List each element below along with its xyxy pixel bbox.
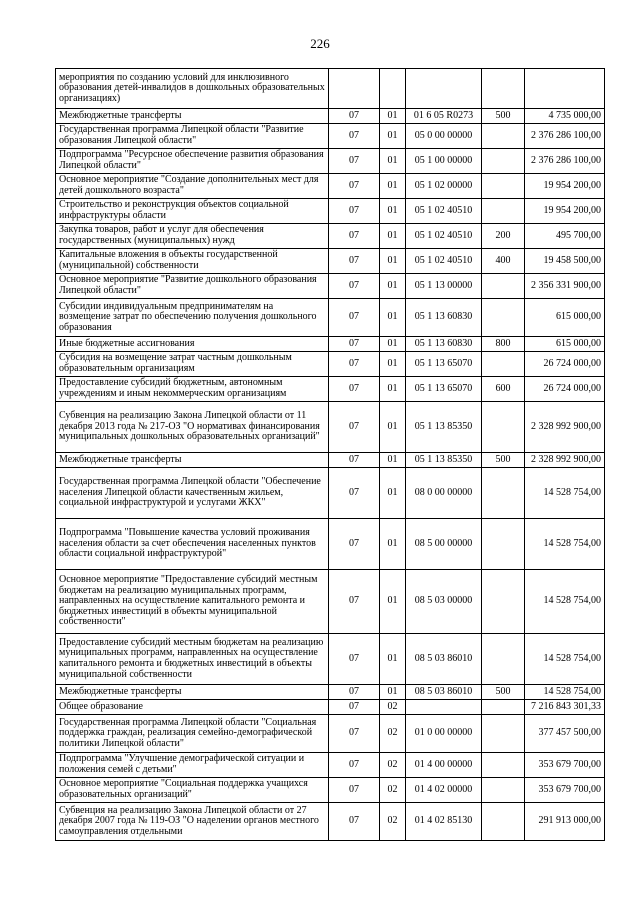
budget-table xyxy=(55,68,605,841)
expense-type-cell: 500 xyxy=(482,453,525,468)
table-row xyxy=(56,149,605,174)
table-row xyxy=(56,249,605,274)
amount-cell: 14 528 754,00 xyxy=(525,685,605,700)
expense-type-cell xyxy=(482,124,525,149)
expense-type-cell: 600 xyxy=(482,377,525,402)
subsection-code-cell: 02 xyxy=(380,803,406,841)
section-code-cell: 07 xyxy=(329,224,380,249)
row-name-cell: Субвенция на реализацию Закона Липецкой области от 11 декабря 2013 года № 217-ОЗ "О нормативах финансирования муниципальных дошкольных образовательных организаций" xyxy=(56,402,329,453)
section-code-cell: 07 xyxy=(329,199,380,224)
subsection-code-cell: 01 xyxy=(380,249,406,274)
amount-cell: 2 328 992 900,00 xyxy=(525,453,605,468)
amount-cell xyxy=(525,69,605,109)
subsection-code-cell: 01 xyxy=(380,109,406,124)
section-code-cell: 07 xyxy=(329,274,380,299)
amount-cell: 353 679 700,00 xyxy=(525,753,605,778)
subsection-code-cell: 01 xyxy=(380,634,406,685)
table-row xyxy=(56,519,605,570)
subsection-code-cell: 02 xyxy=(380,778,406,803)
expense-type-cell xyxy=(482,803,525,841)
row-name-cell: Межбюджетные трансферты xyxy=(56,453,329,468)
subsection-code-cell: 02 xyxy=(380,753,406,778)
amount-cell: 19 954 200,00 xyxy=(525,199,605,224)
amount-cell: 14 528 754,00 xyxy=(525,519,605,570)
row-name-cell: Государственная программа Липецкой области "Обеспечение населения Липецкой области качественным жильем, социальной инфраструктурой и услугами ЖКХ" xyxy=(56,468,329,519)
subsection-code-cell xyxy=(380,69,406,109)
table-row xyxy=(56,753,605,778)
row-name-cell: Общее образование xyxy=(56,700,329,715)
target-article-cell: 05 1 00 00000 xyxy=(406,149,482,174)
target-article-cell xyxy=(406,700,482,715)
target-article-cell: 01 0 00 00000 xyxy=(406,715,482,753)
subsection-code-cell: 01 xyxy=(380,274,406,299)
amount-cell: 2 376 286 100,00 xyxy=(525,124,605,149)
section-code-cell: 07 xyxy=(329,570,380,634)
target-article-cell: 08 5 03 00000 xyxy=(406,570,482,634)
target-article-cell: 05 1 02 00000 xyxy=(406,174,482,199)
target-article-cell: 01 4 00 00000 xyxy=(406,753,482,778)
target-article-cell: 05 1 13 60830 xyxy=(406,337,482,352)
table-row xyxy=(56,778,605,803)
table-row xyxy=(56,685,605,700)
row-name-cell: Субсидии индивидуальным предпринимателям на возмещение затрат по обеспечению получения дошкольного образования xyxy=(56,299,329,337)
subsection-code-cell: 01 xyxy=(380,468,406,519)
target-article-cell: 05 1 02 40510 xyxy=(406,249,482,274)
expense-type-cell: 500 xyxy=(482,109,525,124)
expense-type-cell: 500 xyxy=(482,685,525,700)
subsection-code-cell: 01 xyxy=(380,402,406,453)
expense-type-cell xyxy=(482,149,525,174)
row-name-cell: Предоставление субсидий местным бюджетам на реализацию муниципальных программ, направленных на осуществление капитального ремонта и бюджетных инвестиций в объекты муниципальной собственности xyxy=(56,634,329,685)
table-row xyxy=(56,124,605,149)
expense-type-cell xyxy=(482,468,525,519)
table-row xyxy=(56,402,605,453)
section-code-cell: 07 xyxy=(329,337,380,352)
row-name-cell: мероприятия по созданию условий для инклюзивного образования детей-инвалидов в дошкольных образовательных организациях) xyxy=(56,69,329,109)
amount-cell: 2 356 331 900,00 xyxy=(525,274,605,299)
subsection-code-cell: 01 xyxy=(380,224,406,249)
subsection-code-cell: 01 xyxy=(380,352,406,377)
section-code-cell: 07 xyxy=(329,453,380,468)
section-code-cell: 07 xyxy=(329,685,380,700)
subsection-code-cell: 01 xyxy=(380,149,406,174)
row-name-cell: Подпрограмма "Ресурсное обеспечение развития образования Липецкой области" xyxy=(56,149,329,174)
row-name-cell: Закупка товаров, работ и услуг для обеспечения государственных (муниципальных) нужд xyxy=(56,224,329,249)
amount-cell: 615 000,00 xyxy=(525,299,605,337)
amount-cell: 7 216 843 301,33 xyxy=(525,700,605,715)
subsection-code-cell: 01 xyxy=(380,299,406,337)
amount-cell: 19 458 500,00 xyxy=(525,249,605,274)
amount-cell: 291 913 000,00 xyxy=(525,803,605,841)
section-code-cell: 07 xyxy=(329,124,380,149)
table-row xyxy=(56,715,605,753)
target-article-cell: 01 4 02 85130 xyxy=(406,803,482,841)
amount-cell: 2 328 992 900,00 xyxy=(525,402,605,453)
table-row xyxy=(56,274,605,299)
table-row xyxy=(56,634,605,685)
row-name-cell: Предоставление субсидий бюджетным, автономным учреждениям и иным некоммерческим организациям xyxy=(56,377,329,402)
expense-type-cell xyxy=(482,778,525,803)
table-row xyxy=(56,570,605,634)
page-number: 226 xyxy=(310,36,330,51)
target-article-cell: 05 1 02 40510 xyxy=(406,224,482,249)
section-code-cell: 07 xyxy=(329,468,380,519)
section-code-cell: 07 xyxy=(329,803,380,841)
row-name-cell: Субвенция на реализацию Закона Липецкой области от 27 декабря 2007 года № 119-ОЗ "О наделении органов местного самоуправления отдельными xyxy=(56,803,329,841)
expense-type-cell xyxy=(482,715,525,753)
section-code-cell: 07 xyxy=(329,700,380,715)
amount-cell: 26 724 000,00 xyxy=(525,377,605,402)
row-name-cell: Основное мероприятие "Социальная поддержка учащихся образовательных организаций" xyxy=(56,778,329,803)
subsection-code-cell: 01 xyxy=(380,685,406,700)
section-code-cell: 07 xyxy=(329,174,380,199)
expense-type-cell xyxy=(482,570,525,634)
table-row xyxy=(56,109,605,124)
table-row xyxy=(56,69,605,109)
expense-type-cell xyxy=(482,174,525,199)
expense-type-cell xyxy=(482,700,525,715)
section-code-cell: 07 xyxy=(329,519,380,570)
subsection-code-cell: 02 xyxy=(380,715,406,753)
amount-cell: 4 735 000,00 xyxy=(525,109,605,124)
amount-cell: 2 376 286 100,00 xyxy=(525,149,605,174)
table-row xyxy=(56,337,605,352)
row-name-cell: Межбюджетные трансферты xyxy=(56,685,329,700)
row-name-cell: Межбюджетные трансферты xyxy=(56,109,329,124)
table-row xyxy=(56,199,605,224)
subsection-code-cell: 01 xyxy=(380,377,406,402)
target-article-cell: 05 1 13 85350 xyxy=(406,402,482,453)
section-code-cell: 07 xyxy=(329,753,380,778)
budget-table-body xyxy=(56,69,605,841)
expense-type-cell xyxy=(482,274,525,299)
table-row xyxy=(56,174,605,199)
expense-type-cell xyxy=(482,352,525,377)
amount-cell: 14 528 754,00 xyxy=(525,468,605,519)
section-code-cell: 07 xyxy=(329,109,380,124)
row-name-cell: Субсидия на возмещение затрат частным дошкольным образовательным организациям xyxy=(56,352,329,377)
row-name-cell: Капитальные вложения в объекты государственной (муниципальной) собственности xyxy=(56,249,329,274)
subsection-code-cell: 01 xyxy=(380,124,406,149)
amount-cell: 26 724 000,00 xyxy=(525,352,605,377)
expense-type-cell: 400 xyxy=(482,249,525,274)
subsection-code-cell: 01 xyxy=(380,570,406,634)
section-code-cell: 07 xyxy=(329,715,380,753)
expense-type-cell xyxy=(482,199,525,224)
target-article-cell: 05 1 13 65070 xyxy=(406,352,482,377)
amount-cell: 14 528 754,00 xyxy=(525,570,605,634)
table-row xyxy=(56,803,605,841)
target-article-cell: 08 5 03 86010 xyxy=(406,634,482,685)
expense-type-cell xyxy=(482,753,525,778)
subsection-code-cell: 01 xyxy=(380,519,406,570)
subsection-code-cell: 02 xyxy=(380,700,406,715)
target-article-cell xyxy=(406,69,482,109)
target-article-cell: 05 1 13 85350 xyxy=(406,453,482,468)
section-code-cell: 07 xyxy=(329,299,380,337)
row-name-cell: Основное мероприятие "Создание дополнительных мест для детей дошкольного возраста" xyxy=(56,174,329,199)
target-article-cell: 05 1 13 00000 xyxy=(406,274,482,299)
target-article-cell: 01 6 05 R0273 xyxy=(406,109,482,124)
row-name-cell: Подпрограмма "Улучшение демографической ситуации и положения семей с детьми" xyxy=(56,753,329,778)
target-article-cell: 05 1 13 65070 xyxy=(406,377,482,402)
expense-type-cell: 200 xyxy=(482,224,525,249)
table-row xyxy=(56,468,605,519)
section-code-cell: 07 xyxy=(329,402,380,453)
target-article-cell: 08 5 03 86010 xyxy=(406,685,482,700)
row-name-cell: Основное мероприятие "Развитие дошкольного образования Липецкой области" xyxy=(56,274,329,299)
section-code-cell: 07 xyxy=(329,634,380,685)
amount-cell: 353 679 700,00 xyxy=(525,778,605,803)
row-name-cell: Строительство и реконструкция объектов социальной инфраструктуры области xyxy=(56,199,329,224)
target-article-cell: 01 4 02 00000 xyxy=(406,778,482,803)
row-name-cell: Подпрограмма "Повышение качества условий проживания населения области за счет обеспечения населенных пунктов области социальной инфраструктурой" xyxy=(56,519,329,570)
section-code-cell: 07 xyxy=(329,149,380,174)
amount-cell: 19 954 200,00 xyxy=(525,174,605,199)
subsection-code-cell: 01 xyxy=(380,174,406,199)
amount-cell: 495 700,00 xyxy=(525,224,605,249)
section-code-cell: 07 xyxy=(329,778,380,803)
expense-type-cell xyxy=(482,299,525,337)
row-name-cell: Государственная программа Липецкой области "Социальная поддержка граждан, реализация семейно-демографической политики Липецкой области" xyxy=(56,715,329,753)
section-code-cell: 07 xyxy=(329,377,380,402)
table-row xyxy=(56,700,605,715)
target-article-cell: 05 1 02 40510 xyxy=(406,199,482,224)
target-article-cell: 08 5 00 00000 xyxy=(406,519,482,570)
expense-type-cell xyxy=(482,69,525,109)
section-code-cell xyxy=(329,69,380,109)
expense-type-cell xyxy=(482,519,525,570)
subsection-code-cell: 01 xyxy=(380,453,406,468)
expense-type-cell xyxy=(482,402,525,453)
table-row xyxy=(56,352,605,377)
table-row xyxy=(56,299,605,337)
amount-cell: 377 457 500,00 xyxy=(525,715,605,753)
table-row xyxy=(56,377,605,402)
row-name-cell: Государственная программа Липецкой области "Развитие образования Липецкой области" xyxy=(56,124,329,149)
section-code-cell: 07 xyxy=(329,249,380,274)
subsection-code-cell: 01 xyxy=(380,199,406,224)
row-name-cell: Иные бюджетные ассигнования xyxy=(56,337,329,352)
expense-type-cell xyxy=(482,634,525,685)
section-code-cell: 07 xyxy=(329,352,380,377)
amount-cell: 14 528 754,00 xyxy=(525,634,605,685)
expense-type-cell: 800 xyxy=(482,337,525,352)
amount-cell: 615 000,00 xyxy=(525,337,605,352)
target-article-cell: 05 1 13 60830 xyxy=(406,299,482,337)
table-row xyxy=(56,224,605,249)
row-name-cell: Основное мероприятие "Предоставление субсидий местным бюджетам на реализацию муниципальных программ, направленных на осуществление капитального ремонта и бюджетных инвестиций в объекты муниципальной собственности" xyxy=(56,570,329,634)
subsection-code-cell: 01 xyxy=(380,337,406,352)
target-article-cell: 08 0 00 00000 xyxy=(406,468,482,519)
target-article-cell: 05 0 00 00000 xyxy=(406,124,482,149)
table-row xyxy=(56,453,605,468)
